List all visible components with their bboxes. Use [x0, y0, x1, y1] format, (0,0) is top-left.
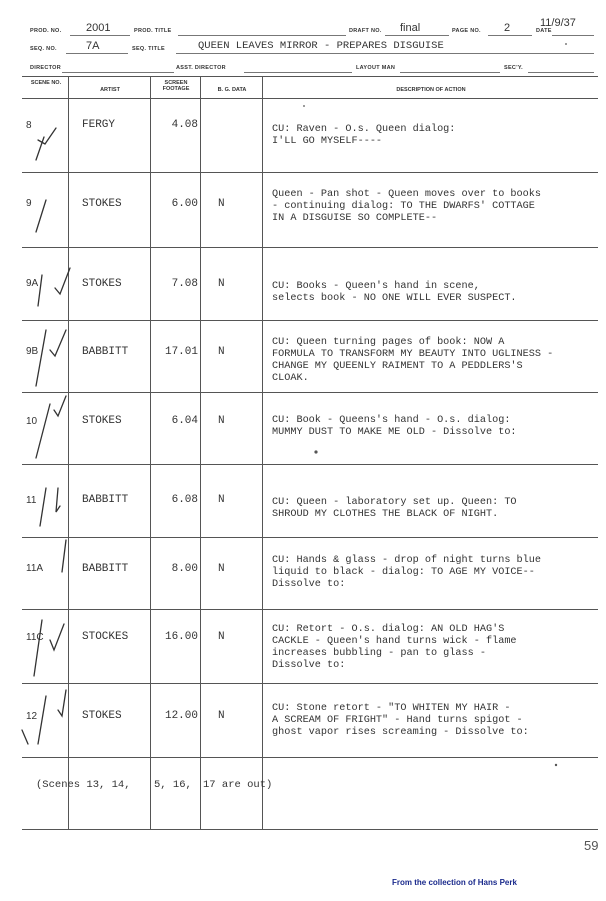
director-label: DIRECTOR: [30, 65, 62, 71]
screen-footage: 6.04: [171, 415, 198, 427]
check-mark-icon: [38, 696, 46, 744]
artist-name: STOKES: [82, 710, 122, 722]
screen-footage: 6.00: [171, 198, 198, 210]
bg-data: N: [218, 278, 225, 290]
action-description: CU: Queen turning pages of book: NOW A FORMULA TO TRANSFORM MY BEAUTY INTO UGLINESS - CHANGE MY QUEENLY RAIMENT TO A PEDDLERS'S CLOAK.: [272, 337, 554, 384]
ink-dot: [314, 450, 317, 453]
screen-footage: 8.00: [171, 563, 198, 575]
check-mark-icon: [58, 690, 66, 716]
page-no-label: PAGE NO.: [452, 28, 481, 34]
check-mark-icon: [56, 488, 60, 512]
prod-no-label: PROD. NO.: [30, 28, 62, 34]
prod-title-label: PROD. TITLE: [134, 28, 172, 34]
artist-name: STOCKES: [82, 631, 129, 643]
action-description: CU: Raven - O.s. Queen dialog: I'LL GO MYSELF----: [272, 124, 456, 147]
screen-footage: 4.08: [171, 119, 198, 131]
scene-number: 11C: [26, 632, 44, 643]
scenes-out-note-part3: 17 are out): [203, 779, 273, 791]
scenes-out-note-part1: (Scenes 13, 14,: [36, 779, 131, 791]
check-mark-icon: [55, 268, 70, 294]
secy-label: SEC'Y.: [504, 65, 524, 71]
page-no-value: 2: [504, 22, 511, 34]
col-header-footage: SCREEN FOOTAGE: [162, 80, 190, 92]
check-mark-icon: [54, 396, 66, 416]
ink-dot: [303, 105, 305, 107]
scene-number: 11A: [26, 563, 44, 574]
bg-data: N: [218, 494, 225, 506]
check-mark-icon: [50, 330, 66, 356]
collection-credit: From the collection of Hans Perk: [392, 878, 517, 887]
scene-number: 10: [26, 416, 38, 427]
seq-no-label: SEQ. NO.: [30, 46, 57, 52]
corner-page-mark: 59: [584, 838, 599, 853]
scenes-out-note-part2: 5, 16,: [154, 779, 192, 791]
col-header-bg: B. G. DATA: [217, 87, 247, 93]
scene-number: 8: [26, 120, 32, 131]
artist-name: STOKES: [82, 198, 122, 210]
check-mark-icon: [36, 200, 46, 232]
check-mark-icon: [22, 730, 28, 744]
check-mark-icon: [40, 488, 46, 526]
seq-title-value: QUEEN LEAVES MIRROR - PREPARES DISGUISE: [198, 40, 444, 52]
check-mark-icon: [36, 404, 50, 458]
ink-dot: [565, 43, 567, 45]
prod-no-value: 2001: [86, 22, 111, 34]
check-mark-icon: [38, 275, 42, 306]
col-header-scene: SCENE NO.: [30, 80, 62, 86]
action-description: CU: Stone retort - "TO WHITEN MY HAIR - A SCREAM OF FRIGHT" - Hand turns spigot - ghost vapor rises screaming - Dissolve to:: [272, 703, 529, 738]
check-mark-icon: [38, 128, 56, 144]
check-mark-icon: [62, 540, 66, 572]
screen-footage: 6.08: [171, 494, 198, 506]
bg-data: N: [218, 631, 225, 643]
bg-data: N: [218, 415, 225, 427]
artist-name: STOKES: [82, 278, 122, 290]
action-description: CU: Queen - laboratory set up. Queen: TO SHROUD MY CLOTHES THE BLACK OF NIGHT.: [272, 497, 517, 520]
date-label: DATE: [536, 28, 552, 34]
draft-no-label: DRAFT NO.: [349, 28, 382, 34]
seq-title-label: SEQ. TITLE: [132, 46, 165, 52]
bg-data: N: [218, 346, 225, 358]
col-header-description: DESCRIPTION OF ACTION: [396, 87, 466, 93]
bg-data: N: [218, 198, 225, 210]
action-description: CU: Hands & glass - drop of night turns blue liquid to black - dialog: TO AGE MY VOICE-- Dissolve to:: [272, 555, 541, 590]
artist-name: FERGY: [82, 119, 116, 131]
action-description: CU: Books - Queen's hand in scene, selects book - NO ONE WILL EVER SUSPECT.: [272, 281, 517, 304]
bg-data: N: [218, 563, 225, 575]
screen-footage: 7.08: [171, 278, 198, 290]
check-mark-icon: [50, 624, 64, 650]
asst-director-label: ASST. DIRECTOR: [176, 65, 226, 71]
scene-number: 9B: [26, 346, 39, 357]
scene-number: 12: [26, 711, 38, 722]
artist-name: BABBITT: [82, 346, 129, 358]
col-header-artist: ARTIST: [100, 87, 120, 93]
artist-name: BABBITT: [82, 494, 129, 506]
screen-footage: 17.01: [164, 346, 198, 358]
bg-data: N: [218, 710, 225, 722]
ink-dot: [555, 764, 557, 766]
scene-number: 9A: [26, 278, 39, 289]
check-mark-icon: [36, 330, 46, 386]
scene-number: 9: [26, 198, 32, 209]
screen-footage: 16.00: [164, 631, 198, 643]
layout-man-label: LAYOUT MAN: [356, 65, 396, 71]
screen-footage: 12.00: [164, 710, 198, 722]
artist-name: STOKES: [82, 415, 122, 427]
check-mark-icon: [34, 620, 42, 676]
date-value: 11/9/37: [540, 17, 576, 29]
action-description: CU: Book - Queens's hand - O.s. dialog: MUMMY DUST TO MAKE ME OLD - Dissolve to:: [272, 415, 517, 438]
action-description: CU: Retort - O.s. dialog: AN OLD HAG'S CACKLE - Queen's hand turns wick - flame increases bubbling - pan to glass - Dissolve to:: [272, 624, 517, 671]
draft-no-value: final: [400, 22, 421, 34]
scene-number: 11: [26, 495, 37, 506]
action-description: Queen - Pan shot - Queen moves over to books - continuing dialog: TO THE DWARFS' COTTAGE IN A DISGUISE SO COMPLETE--: [272, 189, 541, 224]
artist-name: BABBITT: [82, 563, 129, 575]
seq-no-value: 7A: [86, 40, 100, 52]
